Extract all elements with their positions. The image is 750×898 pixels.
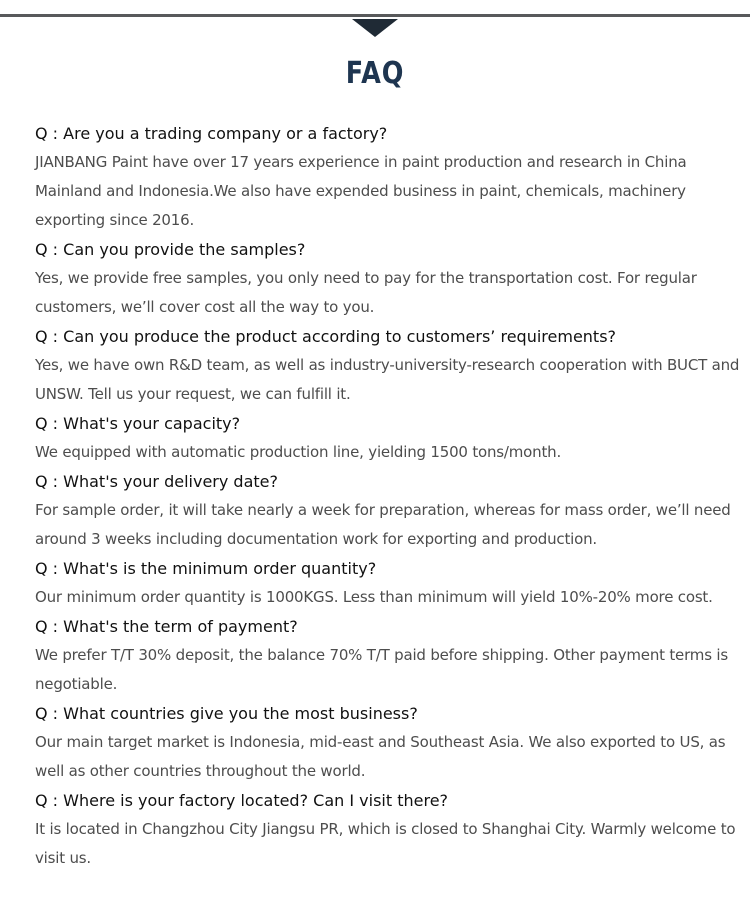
faq-answer: Our main target market is Indonesia, mid-east and Southeast Asia. We also exported to US, as well as other countries throughout the world.	[35, 733, 726, 780]
faq-question: Q : Can you provide the samples?	[35, 240, 306, 259]
faq-question: Q : What countries give you the most business?	[35, 704, 418, 723]
faq-item-samples	[35, 235, 740, 322]
faq-item-factory-location	[35, 786, 740, 873]
faq-item-delivery-date	[35, 467, 740, 554]
faq-question: Q : Where is your factory located? Can I visit there?	[35, 791, 449, 810]
faq-answer: We prefer T/T 30% deposit, the balance 70% T/T paid before shipping. Other payment terms is negotiable.	[35, 646, 728, 693]
faq-question: Q : What's your delivery date?	[35, 472, 278, 491]
faq-answer: It is located in Changzhou City Jiangsu PR, which is closed to Shanghai City. Warmly welcome to visit us.	[35, 820, 736, 867]
faq-item-payment-terms	[35, 612, 740, 699]
faq-question: Q : Can you produce the product according to customers’ requirements?	[35, 327, 617, 346]
faq-question: Q : What's the term of payment?	[35, 617, 298, 636]
faq-question: Q : What's is the minimum order quantity?	[35, 559, 377, 578]
faq-item-custom-requirements	[35, 322, 740, 409]
faq-list	[35, 119, 740, 873]
faq-item-countries	[35, 699, 740, 786]
top-divider	[0, 14, 750, 17]
page-title: FAQ	[345, 56, 405, 91]
faq-answer: Yes, we provide free samples, you only need to pay for the transportation cost. For regular customers, we’ll cover cost all the way to you.	[35, 269, 697, 316]
faq-item-capacity	[35, 409, 740, 467]
faq-answer: We equipped with automatic production line, yielding 1500 tons/month.	[35, 443, 562, 461]
faq-answer: Our minimum order quantity is 1000KGS. Less than minimum will yield 10%-20% more cost.	[35, 588, 713, 606]
faq-answer: For sample order, it will take nearly a week for preparation, whereas for mass order, we’ll need around 3 weeks including documentation work for exporting and production.	[35, 501, 731, 548]
faq-question: Q : What's your capacity?	[35, 414, 241, 433]
faq-question: Q : Are you a trading company or a factory?	[35, 124, 388, 143]
down-arrow-icon	[352, 19, 398, 37]
faq-item-minimum-order	[35, 554, 740, 612]
faq-answer: Yes, we have own R&D team, as well as industry-university-research cooperation with BUCT and UNSW. Tell us your request, we can fulfill it.	[35, 356, 740, 403]
faq-item-trading-or-factory	[35, 119, 740, 235]
faq-answer: JIANBANG Paint have over 17 years experience in paint production and research in China Mainland and Indonesia.We also have expended business in paint, chemicals, machinery exporting since 2016.	[35, 153, 687, 229]
